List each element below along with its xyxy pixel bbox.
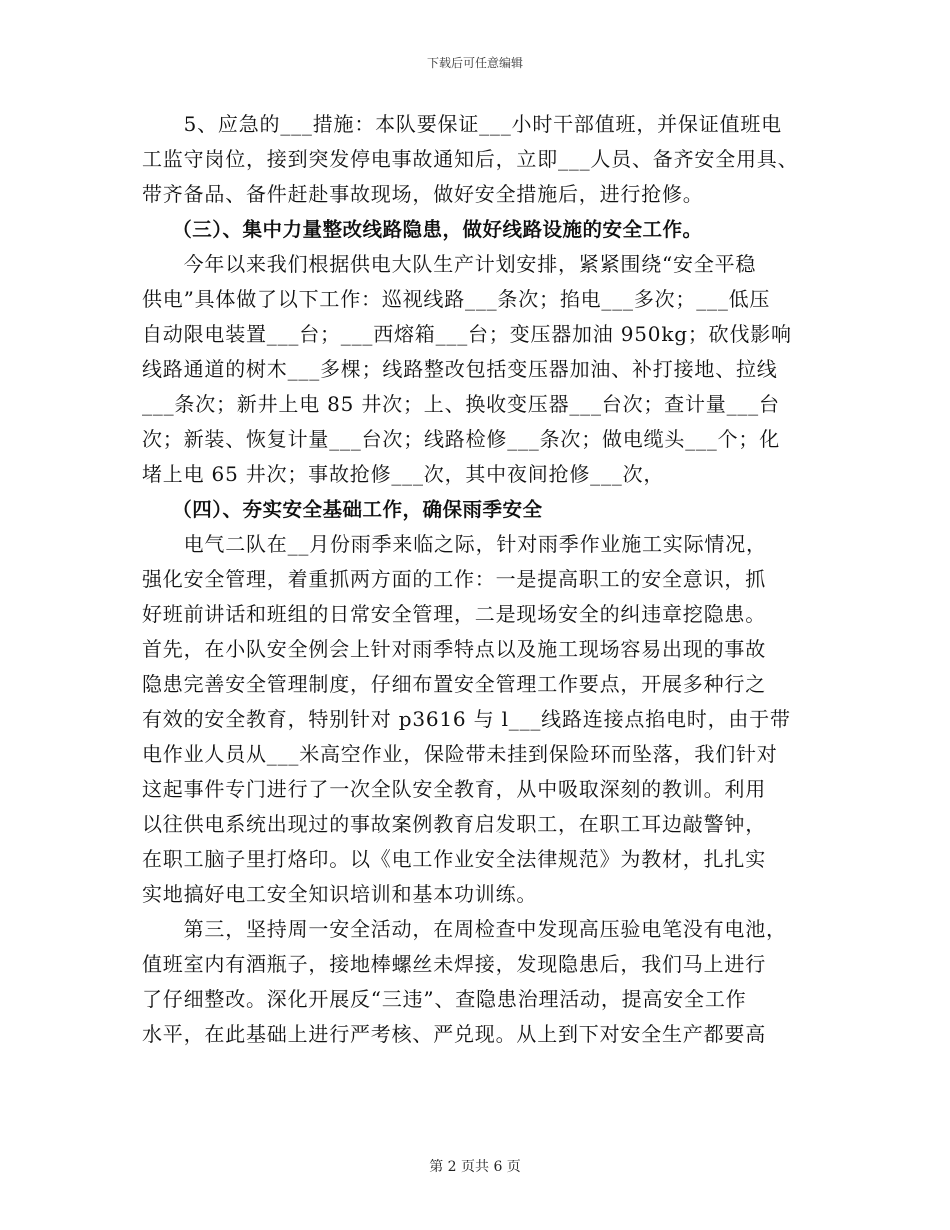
paragraph-line: 带齐备品、备件赶赴事故现场，做好安全措施后，进行抢修。 — [142, 182, 704, 206]
document-body — [142, 107, 812, 1052]
paragraph-line: ___条次；新井上电 85 井次；上、换收变压器___台次；查计量___台 — [142, 392, 780, 416]
section-heading: （四）、夯实安全基础工作，确保雨季安全 — [142, 498, 543, 521]
paragraph-line: 有效的安全教育，特别针对 p3616 与 l___线路连接点掐电时，由于带 — [142, 707, 791, 731]
paragraph-line: 5、应急的___措施：本队要保证___小时干部值班，并保证值班电 — [142, 112, 782, 136]
page-header: 下载后可任意编辑 — [426, 56, 523, 70]
paragraph-line: 工监守岗位，接到突发停电事故通知后，立即___人员、备齐安全用具、 — [142, 147, 799, 171]
paragraph-line: 这起事件专门进行了一次全队安全教育，从中吸取深刻的教训。利用 — [142, 777, 766, 801]
paragraph-line: 首先，在小队安全例会上针对雨季特点以及施工现场容易出现的事故 — [142, 637, 766, 661]
paragraph-line: 堵上电 65 井次；事故抢修___次，其中夜间抢修___次， — [142, 462, 665, 486]
paragraph-line: 供电”具体做了以下工作：巡视线路___条次；掐电___多次；___低压 — [142, 287, 771, 311]
paragraph-line: 自动限电装置___台；___西熔箱___台；变压器加油 950kg；砍伐影响 — [142, 322, 792, 346]
paragraph-line: 线路通道的树木___多棵；线路整改包括变压器加油、补打接地、拉线 — [142, 357, 778, 381]
paragraph-line: 实地搞好电工安全知识培训和基本功训练。 — [142, 882, 538, 906]
paragraph-line: 第三，坚持周一安全活动，在周检查中发现高压验电笔没有电池， — [142, 917, 787, 941]
paragraph-line: 值班室内有酒瓶子，接地棒螺丝未焊接，发现隐患后，我们马上进行 — [142, 952, 766, 976]
paragraph-line: 水平，在此基础上进行严考核、严兑现。从上到下对安全生产都要高 — [142, 1022, 766, 1046]
page-footer: 第 2 页共 6 页 — [429, 1159, 521, 1175]
paragraph-line: 电气二队在__月份雨季来临之际，针对雨季作业施工实际情况， — [142, 532, 767, 556]
paragraph-line: 隐患完善安全管理制度，仔细布置安全管理工作要点，开展多种行之 — [142, 672, 766, 696]
paragraph-line: 今年以来我们根据供电大队生产计划安排，紧紧围绕“安全平稳 — [142, 252, 757, 276]
paragraph-line: 次；新装、恢复计量___台次；线路检修___条次；做电缆头___个；化 — [142, 427, 780, 451]
section-heading: （三）、集中力量整改线路隐患，做好线路设施的安全工作。 — [142, 218, 703, 241]
paragraph-line: 电作业人员从___米高空作业，保险带未挂到保险环而坠落，我们针对 — [142, 742, 778, 766]
paragraph-line: 以往供电系统出现过的事故案例教育启发职工，在职工耳边敲警钟， — [142, 812, 766, 836]
paragraph-line: 好班前讲话和班组的日常安全管理，二是现场安全的纠违章挖隐患。 — [142, 602, 766, 626]
paragraph-line: 了仔细整改。深化开展反“三违”、查隐患治理活动，提高安全工作 — [142, 987, 747, 1011]
paragraph-line: 在职工脑子里打烙印。以《电工作业安全法律规范》为教材，扎扎实 — [142, 847, 766, 871]
paragraph-line: 强化安全管理，着重抓两方面的工作：一是提高职工的安全意识，抓 — [142, 567, 766, 591]
